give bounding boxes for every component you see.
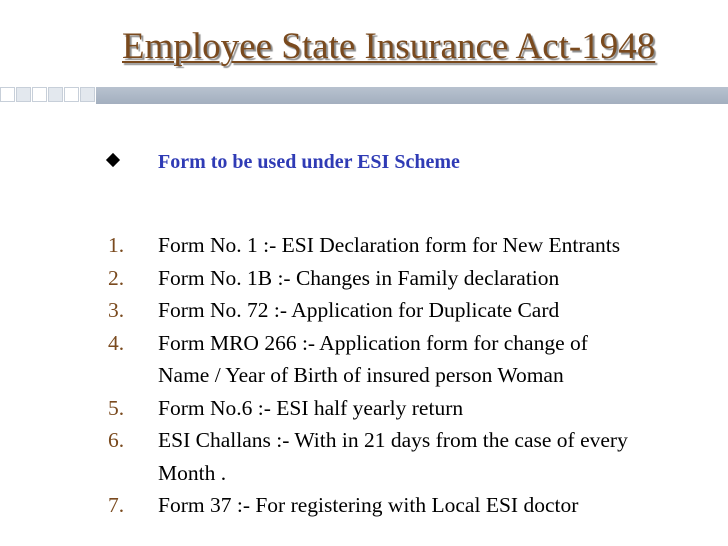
list-item xyxy=(0,424,728,489)
title-divider xyxy=(0,87,728,104)
list-item-text: Name / Year of Birth of insured person Woman xyxy=(158,363,564,387)
list-item-number: 2. xyxy=(108,265,125,290)
divider-box xyxy=(48,87,63,102)
divider-box xyxy=(80,87,95,102)
list-item-text: Form No. 1 :- ESI Declaration form for New Entrants xyxy=(158,233,621,257)
divider-box xyxy=(32,87,47,102)
list-item xyxy=(0,262,728,295)
list-item-text: Form MRO 266 :- Application form for change of xyxy=(158,330,588,355)
list-item xyxy=(0,294,728,327)
list-item xyxy=(0,489,728,522)
list-item-number: 6. xyxy=(108,428,125,452)
divider-bar xyxy=(96,87,728,104)
list-item-text: Form 37 :- For registering with Local ESI doctor xyxy=(158,493,579,517)
list-item-number: 7. xyxy=(108,493,125,517)
slide-title: Employee State Insurance Act-1948 xyxy=(122,26,656,67)
divider-box xyxy=(0,87,15,102)
bullet-heading: Form to be used under ESI Scheme xyxy=(158,151,460,173)
divider-boxes xyxy=(0,87,96,104)
list-item-number: 5. xyxy=(108,395,125,420)
list-item-text: Form No. 1B :- Changes in Family declaration xyxy=(158,265,560,290)
list-item-number: 3. xyxy=(108,298,125,322)
list-item-text: Form No.6 :- ESI half yearly return xyxy=(158,395,464,420)
list-item-text: Form No. 72 :- Application for Duplicate Card xyxy=(158,298,560,322)
diamond-bullet-icon xyxy=(106,153,120,167)
list-item-text: Month . xyxy=(158,460,227,485)
list-item-text: ESI Challans :- With in 21 days from the case of every xyxy=(158,428,628,452)
list-item xyxy=(0,392,728,425)
list-item-number: 1. xyxy=(108,233,125,257)
forms-list xyxy=(0,229,728,522)
list-item xyxy=(0,327,728,392)
list-item xyxy=(0,229,728,262)
divider-box xyxy=(64,87,79,102)
list-item-number: 4. xyxy=(108,330,125,355)
divider-box xyxy=(16,87,31,102)
